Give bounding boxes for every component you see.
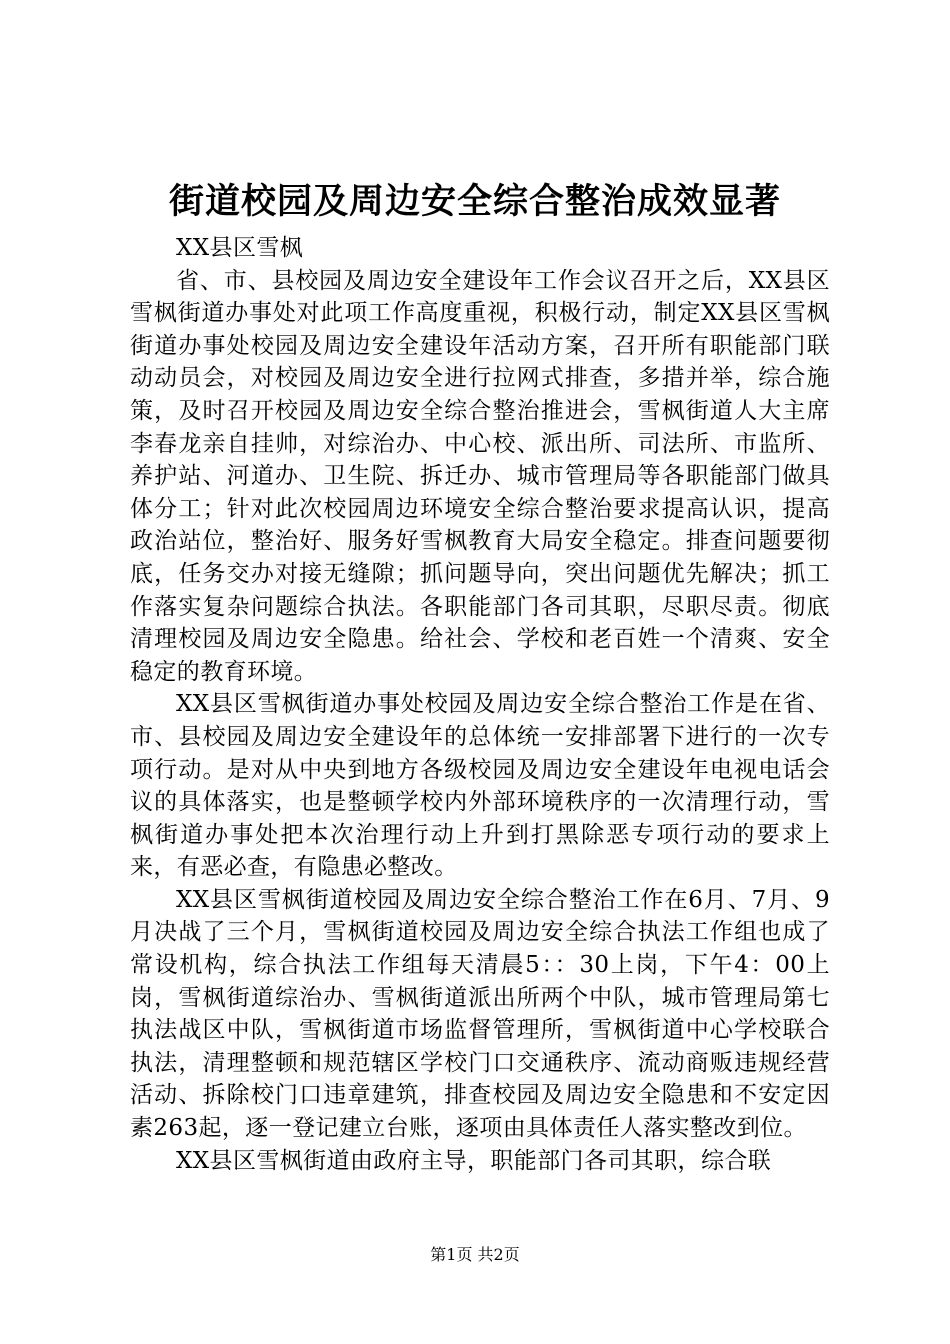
author-line: XX县区雪枫	[176, 235, 304, 261]
page-indicator: 第1页 共2页	[430, 1245, 520, 1264]
document-body	[130, 232, 830, 1177]
paragraph-3: XX县区雪枫街道校园及周边安全综合整治工作在6月、7月、9月决战了三个月，雪枫街道校园及周边安全综合执法工作组也成了常设机构，综合执法工作组每天清晨5：：30上岗，下午4：00上岗，雪枫街道综治办、雪枫街道派出所两个中队，城市管理局第七执法战区中队，雪枫街道市场监督管理所，雪枫街道中心学校联合执法，清理整顿和规范辖区学校门口交通秩序、流动商贩违规经营活动、拆除校门口违章建筑，排查校园及周边安全隐患和不安定因素263起，逐一登记建立台账，逐项由具体责任人落实整改到位。	[130, 886, 830, 1142]
document-title: 街道校园及周边安全综合整治成效显著	[168, 181, 781, 222]
paragraph-1: 省、市、县校园及周边安全建设年工作会议召开之后，XX县区雪枫街道办事处对此项工作高度重视，积极行动，制定XX县区雪枫街道办事处校园及周边安全建设年活动方案，召开所有职能部门联动动员会，对校园及周边安全进行拉网式排查，多措并举，综合施策，及时召开校园及周边安全综合整治推进会，雪枫街道人大主席李春龙亲自挂帅，对综治办、中心校、派出所、司法所、市监所、养护站、河道办、卫生院、拆迁办、城市管理局等各职能部门做具体分工；针对此次校园周边环境安全综合整治要求提高认识，提高政治站位，整治好、服务好雪枫教育大局安全稳定。排查问题要彻底，任务交办对接无缝隙；抓问题导向，突出问题优先解决；抓工作落实复杂问题综合执法。各职能部门各司其职，尽职尽责。彻底清理校园及周边安全隐患。给社会、学校和老百姓一个清爽、安全稳定的教育环境。	[130, 267, 830, 685]
paragraph-4: XX县区雪枫街道由政府主导，职能部门各司其职，综合联	[176, 1147, 772, 1174]
paragraph-2: XX县区雪枫街道办事处校园及周边安全综合整治工作是在省、市、县校园及周边安全建设年的总体统一安排部署下进行的一次专项行动。是对从中央到地方各级校园及周边安全建设年电视电话会议的具体落实，也是整顿学校内外部环境秩序的一次清理行动，雪枫街道办事处把本次治理行动上升到打黑除恶专项行动的要求上来，有恶必查，有隐患必整改。	[130, 691, 830, 881]
